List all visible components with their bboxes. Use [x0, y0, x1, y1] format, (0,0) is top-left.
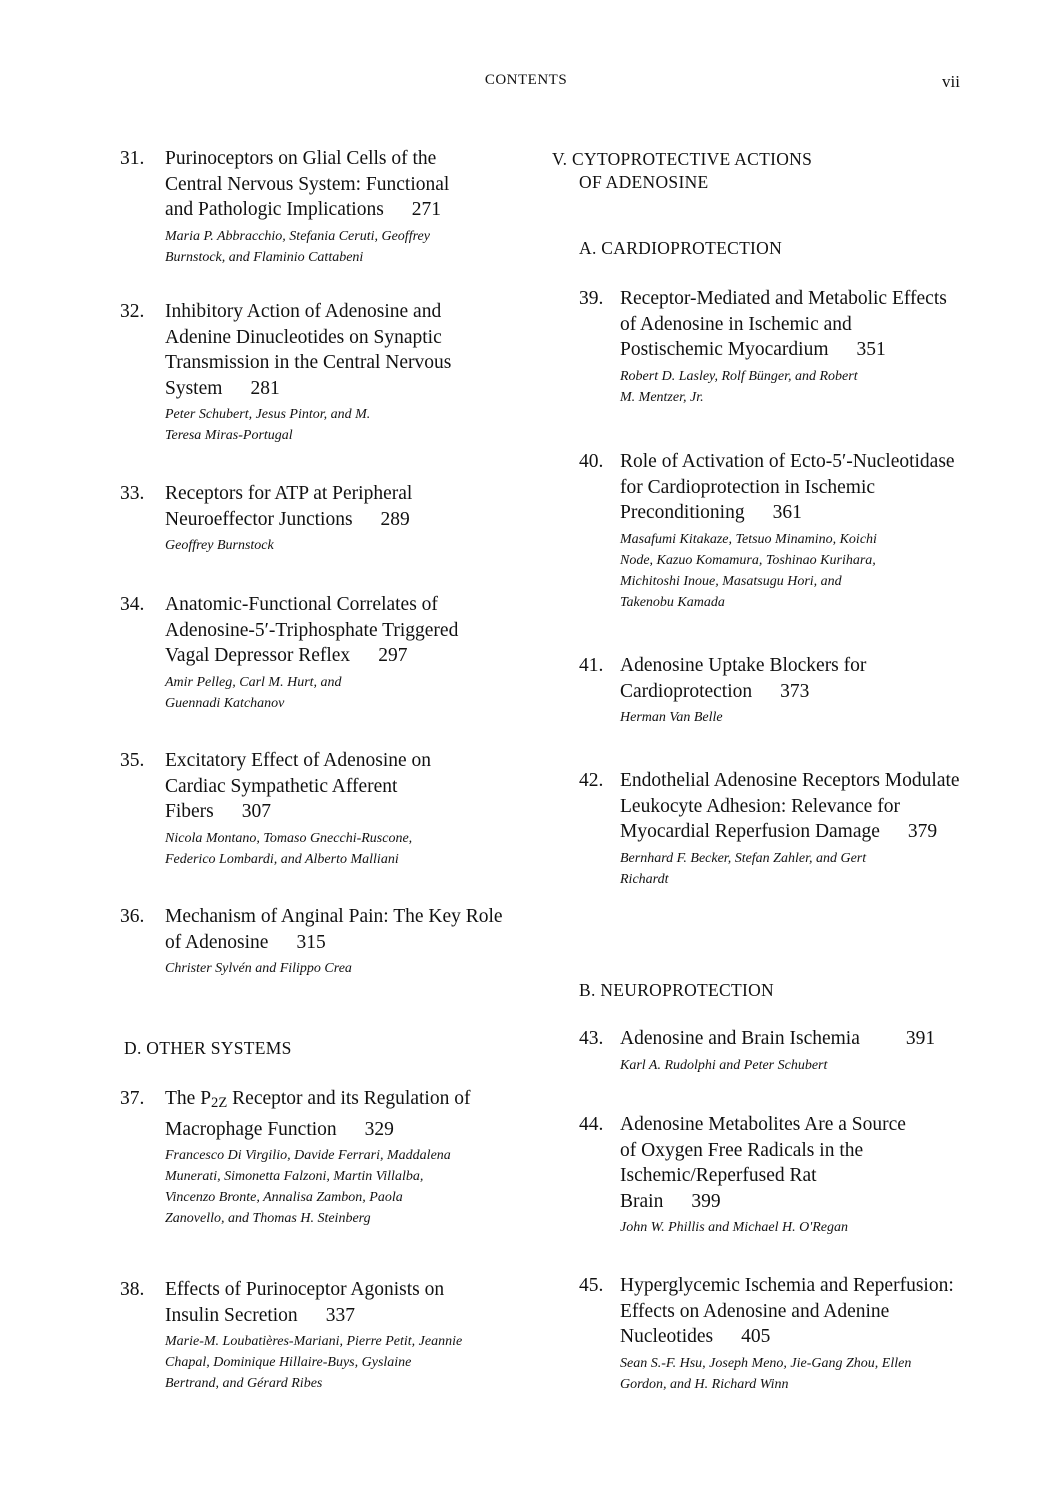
part-heading-line-1: V. CYTOPROTECTIVE ACTIONS — [552, 149, 813, 169]
entry-page: 399 — [691, 1190, 721, 1212]
subscript: 2Z — [211, 1095, 228, 1111]
entry-page: 351 — [856, 339, 886, 360]
entry-number: 42. — [579, 770, 604, 791]
page-number: vii — [942, 72, 960, 91]
entry-authors: Herman Van Belle — [620, 710, 723, 725]
entry-authors: Sean S.-F. Hsu, Joseph Meno, Jie-Gang Zhou, Ellen Gordon, and H. Richard Winn — [620, 1355, 912, 1392]
entry-page: 361 — [772, 502, 802, 523]
section-heading-neuroprotection: B. NEUROPROTECTION — [579, 980, 774, 1000]
running-head: CONTENTS — [484, 72, 568, 88]
page-header — [0, 72, 1052, 98]
entry-number: 32. — [120, 301, 145, 322]
entry-title: Inhibitory Action of Adenosine and Adenine Dinucleotides on Synaptic Transmission in the Central Nervous System — [165, 301, 452, 399]
entry-title: Receptors for ATP at Peripheral Neuroeffector Junctions — [165, 483, 413, 530]
entry-title: Hyperglycemic Ischemia and Reperfusion: Effects on Adenosine and Adenine Nucleotides — [620, 1275, 954, 1347]
section-heading-other-systems: D. OTHER SYSTEMS — [124, 1038, 292, 1058]
entry-number: 33. — [120, 483, 145, 504]
entry-page: 379 — [907, 821, 938, 842]
entry-authors: Karl A. Rudolphi and Peter Schubert — [620, 1057, 828, 1073]
entry-page: 289 — [380, 508, 410, 530]
entry-number: 45. — [579, 1275, 604, 1296]
toc-entry-37[interactable] — [120, 1086, 500, 1229]
toc-entry-39[interactable] — [579, 286, 949, 408]
entry-authors: John W. Phillis and Michael H. O'Regan — [620, 1220, 848, 1235]
entry-number: 39. — [579, 288, 604, 309]
entry-title: Adenosine Metabolites Are a Source of Oxygen Free Radicals in the Ischemic/Reperfused Rat Brain — [620, 1114, 906, 1212]
entry-authors: Francesco Di Virgilio, Davide Ferrari, Maddalena Munerati, Simonetta Falzoni, Martin Villalba, Vincenzo Bronte, Annalisa Zambon, Paola Zanovello, and Thomas H. Steinberg — [165, 1148, 451, 1226]
entry-number: 36. — [120, 906, 145, 927]
entry-page: 281 — [250, 377, 280, 399]
toc-entry-36[interactable] — [120, 904, 505, 979]
toc-entry-34[interactable] — [120, 592, 505, 714]
entry-title: Role of Activation of Ecto-5′-Nucleotidase for Cardioprotection in Ischemic Preconditioning — [620, 451, 955, 523]
entry-title: Adenosine Uptake Blockers for Cardioprotection — [620, 655, 867, 702]
entry-page: 307 — [241, 801, 271, 822]
toc-entry-41[interactable] — [579, 653, 909, 728]
entry-title: Anatomic-Functional Correlates of Adenosine-5′-Triphosphate Triggered Vagal Depressor Reflex — [165, 594, 459, 666]
entry-title: Purinoceptors on Glial Cells of the Central Nervous System: Functional and Pathologic Implications — [165, 148, 450, 220]
part-heading-line-2: OF ADENOSINE — [579, 172, 709, 192]
entry-authors: Marie-M. Loubatières-Mariani, Pierre Petit, Jeannie Chapal, Dominique Hillaire-Buys, Gyslaine Bertrand, and Gérard Ribes — [165, 1334, 463, 1391]
entry-number: 43. — [579, 1028, 604, 1049]
toc-entry-43[interactable] — [579, 1026, 971, 1076]
entry-page: 373 — [780, 680, 810, 702]
entry-authors: Robert D. Lasley, Rolf Bünger, and Robert M. Mentzer, Jr. — [620, 368, 858, 405]
entry-authors: Peter Schubert, Jesus Pintor, and M. Teresa Miras-Portugal — [165, 407, 371, 443]
entry-page: 315 — [296, 931, 326, 953]
entry-title: Receptor-Mediated and Metabolic Effects of Adenosine in Ischemic and Postischemic Myocardium — [620, 288, 947, 360]
entry-title: Mechanism of Anginal Pain: The Key Role of Adenosine — [165, 906, 503, 953]
entry-number: 44. — [579, 1114, 604, 1135]
part-heading — [552, 148, 812, 194]
entry-title: Effects of Purinoceptor Agonists on Insulin Secretion — [165, 1279, 445, 1326]
entry-number: 41. — [579, 655, 604, 676]
toc-entry-44[interactable] — [579, 1112, 969, 1238]
entry-authors: Masafumi Kitakaze, Tetsuo Minamino, Koichi Node, Kazuo Komamura, Toshinao Kurihara, Michitoshi Inoue, Masatsugu Hori, and Takenobu Kamada — [620, 531, 877, 610]
entry-title: Excitatory Effect of Adenosine on Cardiac Sympathetic Afferent Fibers — [165, 750, 432, 822]
toc-entry-35[interactable] — [120, 748, 465, 870]
entry-number: 35. — [120, 750, 145, 771]
toc-entry-40[interactable] — [579, 449, 964, 613]
entry-authors: Amir Pelleg, Carl M. Hurt, and Guennadi Katchanov — [165, 674, 342, 711]
toc-entry-32[interactable] — [120, 299, 490, 446]
toc-entry-42[interactable] — [579, 768, 971, 890]
entry-title: Adenosine and Brain Ischemia — [620, 1028, 860, 1049]
entry-number: 40. — [579, 451, 604, 472]
entry-page: 329 — [364, 1118, 394, 1140]
entry-number: 38. — [120, 1279, 145, 1300]
entry-authors: Nicola Montano, Tomaso Gnecchi-Ruscone, Federico Lombardi, and Alberto Malliani — [165, 830, 413, 867]
toc-entry-38[interactable] — [120, 1277, 480, 1394]
section-heading-cardioprotection: A. CARDIOPROTECTION — [579, 238, 783, 258]
toc-entry-45[interactable] — [579, 1273, 969, 1395]
entry-page: 405 — [741, 1326, 771, 1347]
entry-authors: Bernhard F. Becker, Stefan Zahler, and Gert Richardt — [620, 850, 867, 887]
toc-entry-33[interactable] — [120, 481, 470, 556]
entry-title: The $P_{2Z}$ Receptor and its Regulation of Macrophage Function — [165, 1088, 471, 1140]
entry-authors: Christer Sylvén and Filippo Crea — [165, 961, 352, 976]
entry-number: 34. — [120, 594, 145, 615]
entry-page: 297 — [378, 645, 408, 666]
entry-authors: Maria P. Abbracchio, Stefania Ceruti, Geoffrey Burnstock, and Flaminio Cattabeni — [165, 228, 430, 265]
entry-number: 37. — [120, 1088, 145, 1109]
entry-page: 337 — [325, 1304, 355, 1326]
entry-number: 31. — [120, 148, 145, 169]
entry-page: 271 — [411, 199, 442, 220]
entry-page: 391 — [905, 1028, 936, 1049]
toc-entry-31[interactable] — [120, 146, 480, 268]
entry-title: Endothelial Adenosine Receptors Modulate Leukocyte Adhesion: Relevance for Myocardial Reperfusion Damage — [620, 770, 960, 842]
entry-authors: Geoffrey Burnstock — [165, 538, 274, 553]
